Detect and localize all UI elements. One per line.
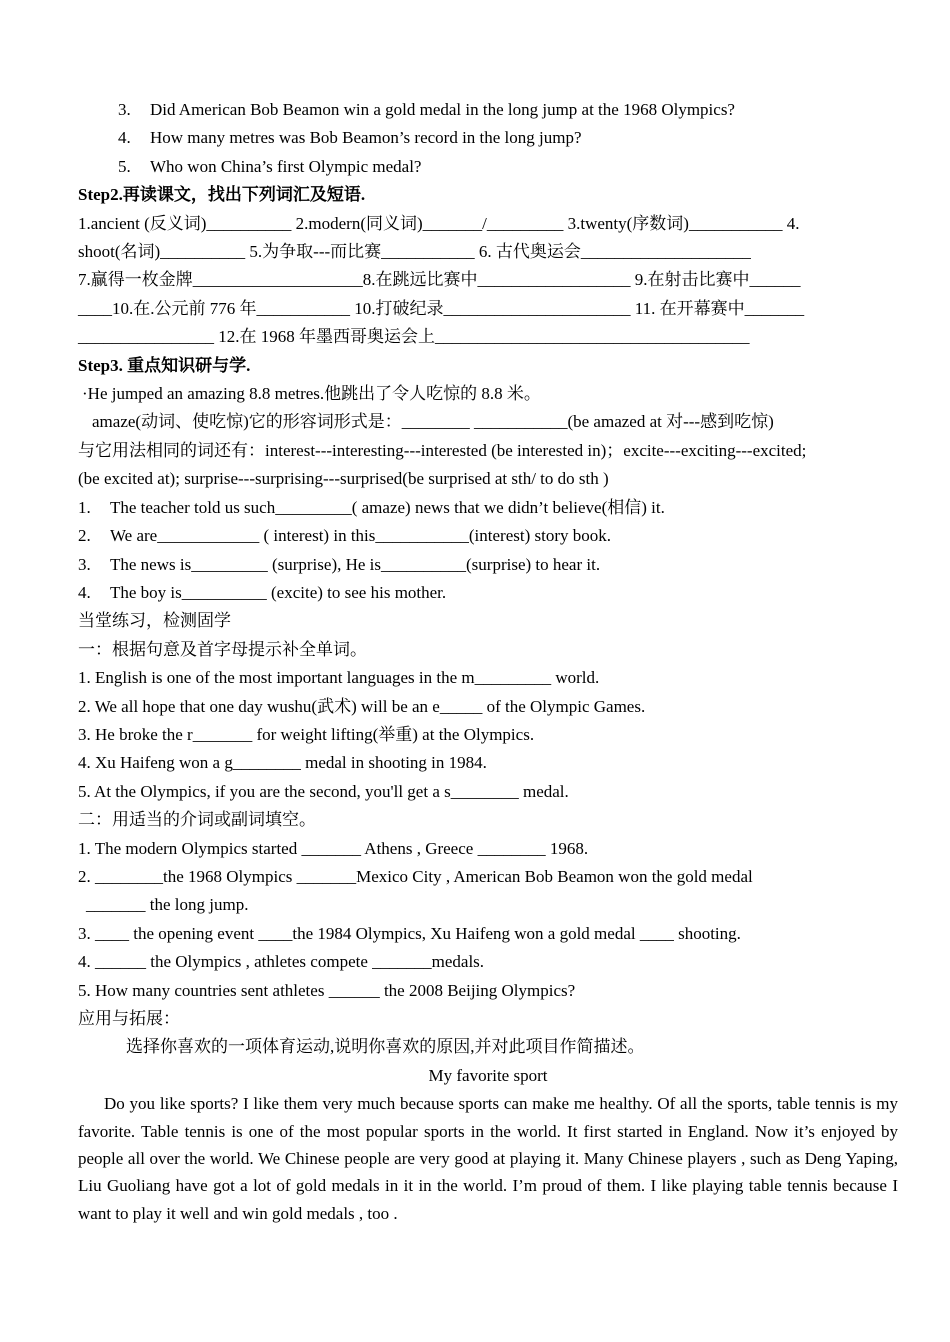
exercise-text: The boy is__________ (excite) to see his mother.	[110, 582, 447, 602]
practice-heading: 当堂练习，检测固学	[78, 611, 231, 631]
worksheet-page	[78, 96, 898, 1227]
part1-item: 1. English is one of the most important languages in the m_________ world.	[78, 668, 600, 688]
question-item	[78, 96, 898, 124]
exercise-text: We are____________ ( interest) in this___________(interest) story book.	[110, 526, 611, 546]
part2-item: 3. ____ the opening event ____the 1984 Olympics, Xu Haifeng won a gold medal ____ shooting.	[78, 923, 741, 943]
question-text: Who won China’s first Olympic medal?	[150, 156, 422, 176]
step2-line: ____10.在.公元前 776 年___________ 10.打破纪录______________________ 11. 在开幕赛中_______	[78, 298, 805, 318]
exercise-number: 4.	[78, 582, 91, 602]
question-list	[78, 96, 898, 181]
step2-line: ________________ 12.在 1968 年墨西哥奥运会上_____________________________________	[78, 327, 750, 347]
part2-item-continuation: _______ the long jump.	[86, 895, 249, 915]
part1-item: 5. At the Olympics, if you are the second, you'll get a s________ medal.	[78, 781, 569, 801]
step3-note: (be excited at); surprise---surprising---surprised(be surprised at sth/ to do sth )	[78, 469, 609, 489]
question-number: 3.	[118, 100, 131, 119]
part2-item: 2. ________the 1968 Olympics _______Mexico City , American Bob Beamon won the gold medal	[78, 866, 753, 886]
question-text: Did American Bob Beamon win a gold medal in the long jump at the 1968 Olympics?	[150, 100, 735, 119]
part1-item: 3. He broke the r_______ for weight lifting(举重) at the Olympics.	[78, 724, 535, 744]
step3-example: ·He jumped an amazing 8.8 metres.他跳出了令人吃惊的 8.8 米。	[82, 384, 541, 404]
step2-heading: Step2.再读课文，找出下列词汇及短语.	[78, 185, 366, 205]
essay-body: Do you like sports? I like them very much because sports can make me healthy. Of all the sports, table tennis is my favorite. Table tennis is one of the most popular sports in the world. It first started in England. Now it’s enjoyed by people all over the world. We Chinese people are very good at playing it. Many Chinese players , such as Deng Yaping, Liu Guoliang have got a lot of gold medals in it in the world. I’m proud of them. I like playing table tennis because I want to play it well and win gold medals , too .	[78, 1094, 898, 1223]
exercise-text: The teacher told us such_________( amaze) news that we didn’t believe(相信) it.	[110, 497, 665, 517]
question-number: 5.	[118, 156, 131, 176]
exercise-item	[78, 551, 898, 579]
exercise-item	[78, 494, 898, 522]
part1-heading: 一：根据句意及首字母提示补全单词。	[78, 639, 367, 659]
exercise-text: The news is_________ (surprise), He is__________(surprise) to hear it.	[110, 554, 601, 574]
question-item	[78, 153, 898, 181]
part2-heading: 二：用适当的介词或副词填空。	[78, 810, 316, 830]
part1-item: 4. Xu Haifeng won a g________ medal in shooting in 1984.	[78, 753, 487, 773]
part2-item: 4. ______ the Olympics , athletes compete _______medals.	[78, 952, 485, 972]
exercise-number: 2.	[78, 526, 91, 546]
part2-item: 5. How many countries sent athletes ______ the 2008 Beijing Olympics?	[78, 980, 576, 1000]
extension-heading: 应用与拓展：	[78, 1009, 180, 1028]
exercise-item	[78, 579, 898, 607]
part1-item: 2. We all hope that one day wushu(武术) will be an e_____ of the Olympic Games.	[78, 696, 646, 716]
extension-instruction: 选择你喜欢的一项体育运动,说明你喜欢的原因,并对此项目作简描述。	[126, 1037, 645, 1057]
question-item	[78, 124, 898, 152]
step3-heading: Step3. 重点知识研与学.	[78, 355, 251, 375]
step2-line: 7.赢得一枚金牌____________________8.在跳远比赛中__________________ 9.在射击比赛中______	[78, 270, 801, 290]
step3-note: amaze(动词、使吃惊)它的形容词形式是：________ ___________(be amazed at 对---感到吃惊)	[92, 412, 774, 432]
question-text: How many metres was Bob Beamon’s record in the long jump?	[150, 128, 582, 148]
part2-item: 1. The modern Olympics started _______ Athens , Greece ________ 1968.	[78, 838, 589, 858]
essay-title: My favorite sport	[428, 1065, 548, 1085]
step2-line: shoot(名词)__________ 5.为争取---而比赛___________ 6. 古代奥运会____________________	[78, 242, 751, 262]
step3-note: 与它用法相同的词还有：interest---interesting---interested (be interested in)；excite---exciting---excited;	[78, 440, 807, 460]
step2-line: 1.ancient (反义词)__________ 2.modern(同义词)_______/_________ 3.twenty(序数词)___________ 4.	[78, 213, 800, 233]
exercise-number: 1.	[78, 497, 91, 517]
question-number: 4.	[118, 128, 131, 148]
exercise-number: 3.	[78, 554, 91, 574]
exercise-item	[78, 522, 898, 550]
